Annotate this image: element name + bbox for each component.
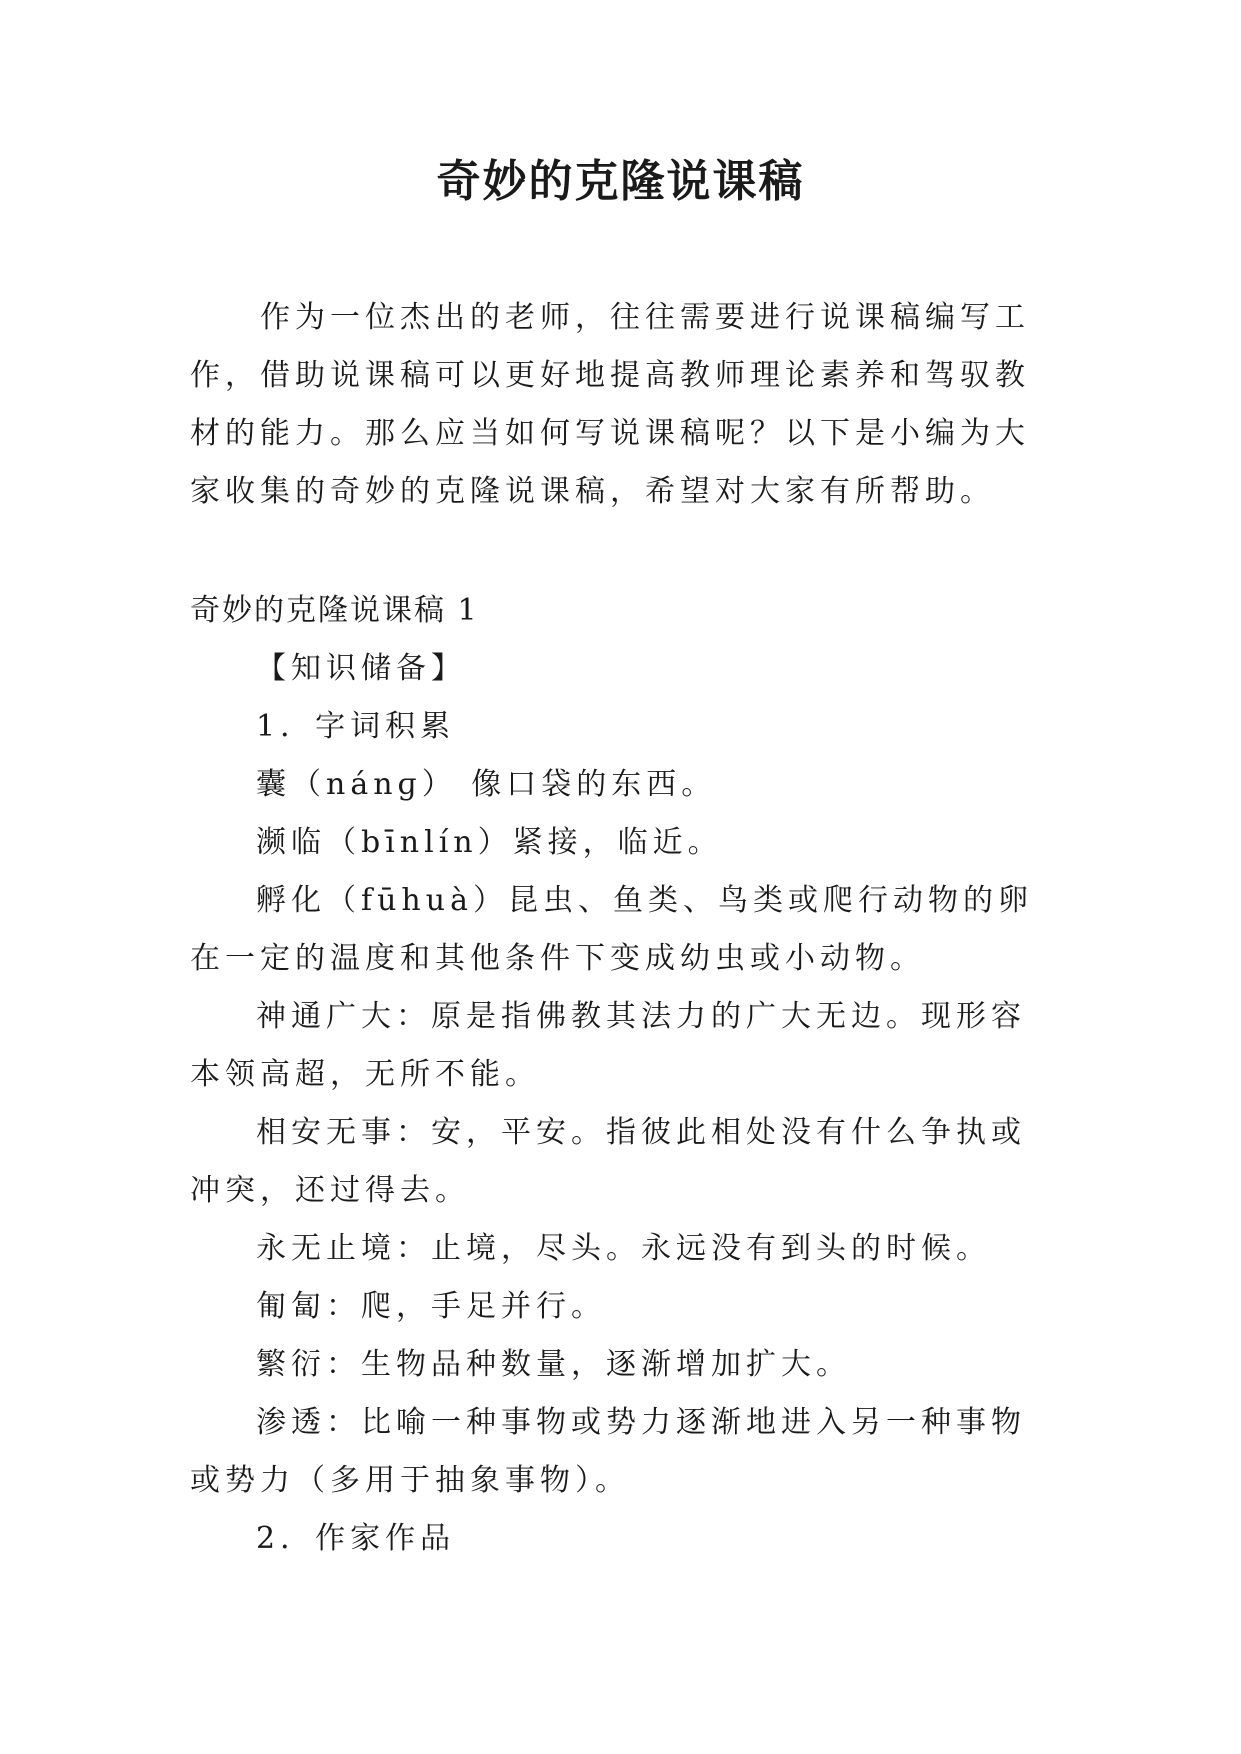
vocab-item-xiangan: 相安无事：安，平安。指彼此相处没有什么争执或冲突，还过得去。 bbox=[190, 1115, 1026, 1208]
intro-paragraph: 作为一位杰出的老师，往往需要进行说课稿编写工作，借助说课稿可以更好地提高教师理论素养和驾驭教材的能力。那么应当如何写说课稿呢？以下是小编为大家收集的奇妙的克隆说课稿，希望对大家有所帮助。 bbox=[190, 300, 1030, 509]
section-heading: 奇妙的克隆说课稿 1 bbox=[190, 593, 479, 628]
vocab-item-binlin: 濒临（bīnlín）紧接，临近。 bbox=[256, 825, 723, 860]
vocab-item-pufu: 匍匐：爬，手足并行。 bbox=[256, 1289, 606, 1324]
vocab-item-fuhua: 孵化（fūhuà）昆虫、鱼类、鸟类或爬行动物的卵在一定的温度和其他条件下变成幼虫或小动物。 bbox=[190, 883, 1033, 976]
document-title: 奇妙的克隆说课稿 bbox=[436, 156, 805, 207]
subheading-author-works: 2．作家作品 bbox=[256, 1521, 456, 1556]
vocab-item-yongwu: 永无止境：止境，尽头。永远没有到头的时候。 bbox=[256, 1231, 991, 1266]
heading-knowledge-reserve: 【知识储备】 bbox=[256, 651, 466, 686]
vocab-item-shentou: 渗透：比喻一种事物或势力逐渐地进入另一种事物或势力（多用于抽象事物）。 bbox=[190, 1405, 1026, 1498]
vocab-item-nang: 囊（nánɡ） 像口袋的东西。 bbox=[256, 767, 717, 802]
vocab-item-shentong: 神通广大：原是指佛教其法力的广大无边。现形容本领高超，无所不能。 bbox=[190, 999, 1026, 1092]
body-text bbox=[190, 640, 1060, 1568]
subheading-vocabulary: 1．字词积累 bbox=[256, 709, 456, 744]
vocab-item-fanyan: 繁衍：生物品种数量，逐渐增加扩大。 bbox=[256, 1347, 851, 1382]
